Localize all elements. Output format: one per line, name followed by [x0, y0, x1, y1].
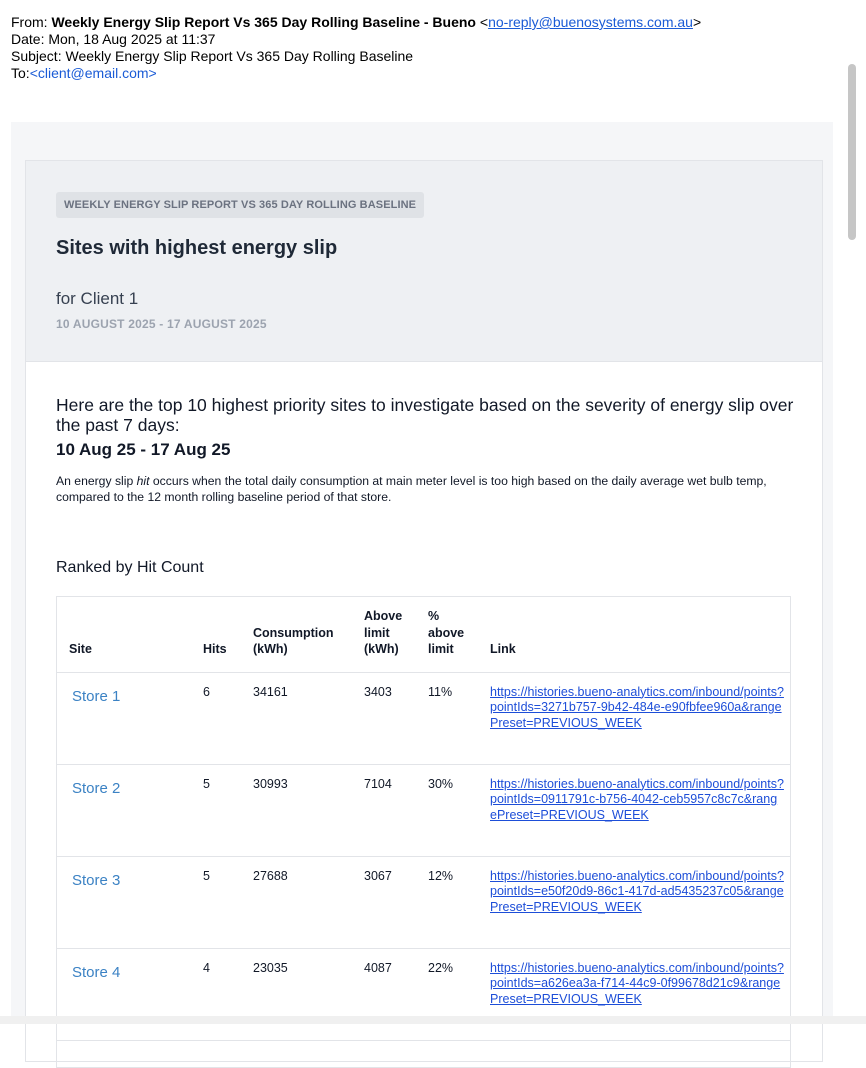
date-value: Mon, 18 Aug 2025 at 11:37 [48, 31, 216, 47]
from-email-link[interactable]: no-reply@buenosystems.com.au [488, 14, 693, 30]
consumption-value: 23035 [253, 960, 288, 975]
site-name: Store 2 [72, 779, 121, 797]
window-bottom-edge [0, 1016, 866, 1024]
to-line [11, 65, 841, 82]
consumption-value: 30993 [253, 776, 288, 791]
history-link[interactable]: https://histories.bueno-analytics.com/inbound/points?pointIds=e50f20d9-86c1-417d-ad5435237c05&rangePreset=PREVIOUS_WEEK [490, 868, 784, 914]
intro-text: Here are the top 10 highest priority sites to investigate based on the severity of energy slip over the past 7 days: [56, 395, 794, 435]
from-label: From: [11, 14, 48, 30]
subject-line [11, 48, 841, 65]
ranked-heading: Ranked by Hit Count [56, 559, 204, 576]
client-name: for Client 1 [56, 289, 139, 308]
email-header [11, 0, 841, 82]
date-line [11, 31, 841, 48]
hits-value: 5 [203, 868, 210, 883]
history-link[interactable]: https://histories.bueno-analytics.com/inbound/points?pointIds=3271b757-9b42-484e-e90fbfee960a&rangePreset=PREVIOUS_WEEK [490, 684, 784, 730]
hits-value: 4 [203, 960, 210, 975]
table-row [57, 672, 790, 764]
above-limit-value: 7104 [364, 776, 392, 791]
site-name: Store 3 [72, 871, 121, 889]
from-name: Weekly Energy Slip Report Vs 365 Day Rolling Baseline - Bueno [51, 14, 476, 30]
report-header [26, 161, 822, 362]
header-pct-above: % above limit [428, 609, 465, 656]
history-link[interactable]: https://histories.bueno-analytics.com/inbound/points?pointIds=a626ea3a-f714-44c9-0f99678d21c9&rangePreset=PREVIOUS_WEEK [490, 960, 784, 1006]
above-limit-value: 3067 [364, 868, 392, 883]
subject-label: Subject: [11, 48, 62, 64]
report-title: Sites with highest energy slip [56, 237, 338, 259]
subject-value: Weekly Energy Slip Report Vs 365 Day Rolling Baseline [65, 48, 414, 64]
from-line: From: Weekly Energy Slip Report Vs 365 Day Rolling Baseline - Bueno <no-reply@buenosystems.com.au> [11, 14, 702, 30]
header-link: Link [490, 642, 516, 656]
consumption-value: 34161 [253, 684, 288, 699]
table-header-row [57, 597, 790, 672]
to-label: To: [11, 65, 30, 81]
email-body [11, 122, 833, 1024]
report-card [25, 160, 823, 1062]
table-row [57, 948, 790, 1040]
sites-table [56, 596, 791, 1068]
site-name: Store 4 [72, 963, 121, 981]
header-site: Site [69, 642, 92, 656]
pct-above-value: 11% [428, 684, 453, 699]
site-name: Store 1 [72, 687, 121, 705]
explain-text: An energy slip hit occurs when the total daily consumption at main meter level is too high based on the daily average wet bulb temp, compared to the 12 month rolling baseline period of that store. [56, 474, 767, 504]
date-label: Date: [11, 31, 45, 47]
pct-above-value: 12% [428, 868, 454, 883]
hit-term: hit [136, 474, 150, 488]
pct-above-value: 30% [428, 776, 454, 791]
hits-value: 5 [203, 776, 210, 791]
above-limit-value: 4087 [364, 960, 392, 975]
table-row [57, 764, 790, 856]
header-hits: Hits [203, 642, 227, 656]
scrollbar-thumb[interactable] [848, 64, 856, 240]
consumption-value: 27688 [253, 868, 288, 883]
report-date-range: 10 AUGUST 2025 - 17 AUGUST 2025 [56, 317, 267, 331]
hits-value: 6 [203, 684, 210, 699]
to-email-link[interactable]: <client@email.com> [29, 65, 157, 81]
above-limit-value: 3403 [364, 684, 392, 699]
period-text: 10 Aug 25 - 17 Aug 25 [56, 440, 231, 459]
report-tag: WEEKLY ENERGY SLIP REPORT VS 365 DAY ROLLING BASELINE [56, 192, 424, 218]
pct-above-value: 22% [428, 960, 454, 975]
table-row [57, 856, 790, 948]
header-consumption: Consumption (kWh) [253, 625, 334, 656]
history-link[interactable]: https://histories.bueno-analytics.com/inbound/points?pointIds=0911791c-b756-4042-ceb5957c8c7c&rangePreset=PREVIOUS_WEEK [490, 776, 784, 822]
header-above-limit: Above limit (kWh) [364, 609, 403, 656]
